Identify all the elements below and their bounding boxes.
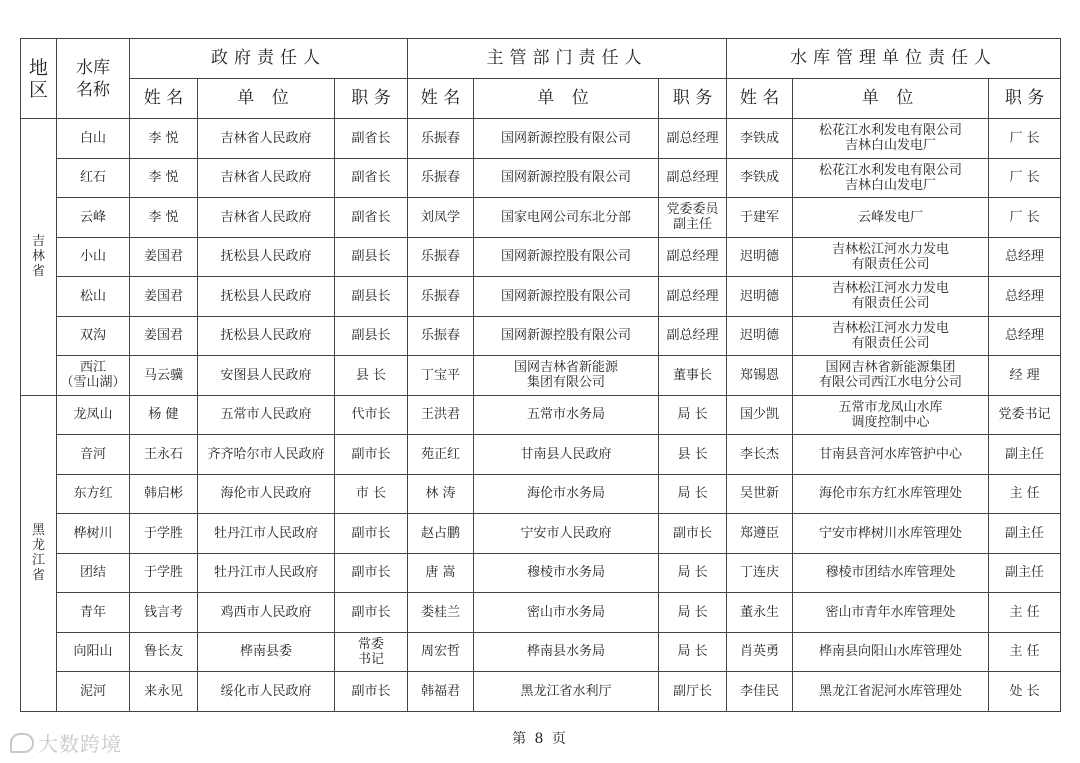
gov-person-name: 于学胜 xyxy=(130,553,198,593)
reservoir-name: 音河 xyxy=(57,435,130,475)
mgmt-person-name: 丁连庆 xyxy=(727,553,793,593)
dept-post: 县 长 xyxy=(659,435,727,475)
region-jilin: 吉 林 省 xyxy=(21,119,57,396)
gov-post: 副省长 xyxy=(335,119,408,159)
responsibility-table xyxy=(20,38,1061,712)
dept-person-name: 丁宝平 xyxy=(408,356,474,396)
mgmt-post: 厂 长 xyxy=(989,119,1061,159)
mgmt-unit: 五常市龙凤山水库 调度控制中心 xyxy=(793,395,989,435)
gov-unit: 牡丹江市人民政府 xyxy=(198,553,335,593)
table-row xyxy=(21,593,1061,633)
gov-post: 常委 书记 xyxy=(335,632,408,672)
mgmt-post: 总经理 xyxy=(989,277,1061,317)
reservoir-name: 泥河 xyxy=(57,672,130,712)
mgmt-post: 主 任 xyxy=(989,593,1061,633)
mgmt-unit: 宁安市桦树川水库管理处 xyxy=(793,514,989,554)
mgmt-person-name: 李铁成 xyxy=(727,119,793,159)
dept-unit: 黑龙江省水利厅 xyxy=(474,672,659,712)
dept-person-name: 韩福君 xyxy=(408,672,474,712)
gov-post: 副市长 xyxy=(335,553,408,593)
gov-unit: 吉林省人民政府 xyxy=(198,198,335,238)
gov-post: 副省长 xyxy=(335,198,408,238)
table-row xyxy=(21,395,1061,435)
gov-person-name: 钱言考 xyxy=(130,593,198,633)
dept-unit: 国家电网公司东北分部 xyxy=(474,198,659,238)
gov-post: 副市长 xyxy=(335,672,408,712)
mgmt-person-name: 肖英勇 xyxy=(727,632,793,672)
dept-unit: 国网新源控股有限公司 xyxy=(474,237,659,277)
mgmt-post: 副主任 xyxy=(989,553,1061,593)
header-reservoir-line: 水库 xyxy=(76,57,110,78)
dept-post: 局 长 xyxy=(659,395,727,435)
gov-unit: 鸡西市人民政府 xyxy=(198,593,335,633)
mgmt-person-name: 董永生 xyxy=(727,593,793,633)
mgmt-unit: 桦南县向阳山水库管理处 xyxy=(793,632,989,672)
header-reservoir-line: 名称 xyxy=(76,79,110,100)
dept-person-name: 周宏哲 xyxy=(408,632,474,672)
dept-unit: 国网新源控股有限公司 xyxy=(474,119,659,159)
gov-person-name: 李 悦 xyxy=(130,198,198,238)
gov-unit: 绥化市人民政府 xyxy=(198,672,335,712)
dept-post: 党委委员 副主任 xyxy=(659,198,727,238)
mgmt-person-name: 郑锡恩 xyxy=(727,356,793,396)
dept-post: 局 长 xyxy=(659,553,727,593)
header-gov-unit: 单 位 xyxy=(198,79,335,119)
mgmt-person-name: 李佳民 xyxy=(727,672,793,712)
header-mgmt-post: 职 务 xyxy=(989,79,1061,119)
dept-person-name: 苑正红 xyxy=(408,435,474,475)
header-dept: 主管部门责任人 xyxy=(408,39,727,79)
dept-post: 副总经理 xyxy=(659,316,727,356)
mgmt-unit: 松花江水利发电有限公司 吉林白山发电厂 xyxy=(793,158,989,198)
mgmt-unit: 松花江水利发电有限公司 吉林白山发电厂 xyxy=(793,119,989,159)
mgmt-unit: 密山市青年水库管理处 xyxy=(793,593,989,633)
dept-post: 副总经理 xyxy=(659,119,727,159)
mgmt-person-name: 国少凯 xyxy=(727,395,793,435)
gov-post: 副市长 xyxy=(335,593,408,633)
gov-post: 副县长 xyxy=(335,277,408,317)
gov-person-name: 于学胜 xyxy=(130,514,198,554)
mgmt-person-name: 迟明德 xyxy=(727,316,793,356)
reservoir-name: 东方红 xyxy=(57,474,130,514)
dept-unit: 海伦市水务局 xyxy=(474,474,659,514)
table-row xyxy=(21,277,1061,317)
dept-person-name: 林 涛 xyxy=(408,474,474,514)
mgmt-post: 副主任 xyxy=(989,514,1061,554)
header-mgmt-unit: 单 位 xyxy=(793,79,989,119)
gov-post: 代市长 xyxy=(335,395,408,435)
reservoir-name: 白山 xyxy=(57,119,130,159)
gov-person-name: 王永石 xyxy=(130,435,198,475)
header-gov: 政府责任人 xyxy=(130,39,408,79)
mgmt-post: 总经理 xyxy=(989,316,1061,356)
gov-unit: 吉林省人民政府 xyxy=(198,158,335,198)
reservoir-name: 团结 xyxy=(57,553,130,593)
gov-person-name: 来永见 xyxy=(130,672,198,712)
mgmt-post: 总经理 xyxy=(989,237,1061,277)
mgmt-unit: 穆棱市团结水库管理处 xyxy=(793,553,989,593)
reservoir-name: 松山 xyxy=(57,277,130,317)
dept-post: 局 长 xyxy=(659,632,727,672)
mgmt-person-name: 于建军 xyxy=(727,198,793,238)
reservoir-name: 小山 xyxy=(57,237,130,277)
dept-person-name: 赵占鹏 xyxy=(408,514,474,554)
gov-post: 县 长 xyxy=(335,356,408,396)
header-region-char: 地 xyxy=(28,56,48,79)
table-row xyxy=(21,672,1061,712)
reservoir-name: 西江 （雪山湖） xyxy=(57,356,130,396)
dept-unit: 穆棱市水务局 xyxy=(474,553,659,593)
dept-unit: 国网吉林省新能源 集团有限公司 xyxy=(474,356,659,396)
header-dept-unit: 单 位 xyxy=(474,79,659,119)
reservoir-name: 云峰 xyxy=(57,198,130,238)
gov-person-name: 姜国君 xyxy=(130,277,198,317)
dept-person-name: 乐振春 xyxy=(408,277,474,317)
header-mgmt: 水库管理单位责任人 xyxy=(727,39,1061,79)
gov-person-name: 姜国君 xyxy=(130,237,198,277)
gov-person-name: 姜国君 xyxy=(130,316,198,356)
reservoir-name: 青年 xyxy=(57,593,130,633)
dept-unit: 甘南县人民政府 xyxy=(474,435,659,475)
dept-person-name: 刘凤学 xyxy=(408,198,474,238)
dept-unit: 国网新源控股有限公司 xyxy=(474,277,659,317)
gov-post: 副市长 xyxy=(335,514,408,554)
mgmt-person-name: 李铁成 xyxy=(727,158,793,198)
gov-unit: 抚松县人民政府 xyxy=(198,277,335,317)
table-row xyxy=(21,553,1061,593)
gov-person-name: 鲁长友 xyxy=(130,632,198,672)
dept-post: 副总经理 xyxy=(659,158,727,198)
table-row xyxy=(21,119,1061,159)
dept-person-name: 唐 嵩 xyxy=(408,553,474,593)
gov-unit: 五常市人民政府 xyxy=(198,395,335,435)
dept-post: 局 长 xyxy=(659,474,727,514)
gov-person-name: 马云骥 xyxy=(130,356,198,396)
dept-post: 副厅长 xyxy=(659,672,727,712)
mgmt-unit: 吉林松江河水力发电 有限责任公司 xyxy=(793,316,989,356)
header-dept-post: 职 务 xyxy=(659,79,727,119)
reservoir-name: 龙凤山 xyxy=(57,395,130,435)
header-mgmt-name: 姓 名 xyxy=(727,79,793,119)
mgmt-post: 经 理 xyxy=(989,356,1061,396)
gov-unit: 安图县人民政府 xyxy=(198,356,335,396)
dept-unit: 国网新源控股有限公司 xyxy=(474,158,659,198)
dept-person-name: 乐振春 xyxy=(408,237,474,277)
mgmt-unit: 海伦市东方红水库管理处 xyxy=(793,474,989,514)
header-row-sub xyxy=(21,79,1061,119)
gov-post: 副县长 xyxy=(335,316,408,356)
dept-unit: 国网新源控股有限公司 xyxy=(474,316,659,356)
table-row xyxy=(21,198,1061,238)
table-row xyxy=(21,632,1061,672)
gov-person-name: 李 悦 xyxy=(130,158,198,198)
dept-post: 董事长 xyxy=(659,356,727,396)
gov-unit: 吉林省人民政府 xyxy=(198,119,335,159)
dept-person-name: 乐振春 xyxy=(408,158,474,198)
dept-post: 副总经理 xyxy=(659,237,727,277)
mgmt-person-name: 李长杰 xyxy=(727,435,793,475)
gov-unit: 牡丹江市人民政府 xyxy=(198,514,335,554)
mgmt-post: 主 任 xyxy=(989,474,1061,514)
mgmt-unit: 黑龙江省泥河水库管理处 xyxy=(793,672,989,712)
mgmt-person-name: 迟明德 xyxy=(727,237,793,277)
mgmt-post: 处 长 xyxy=(989,672,1061,712)
gov-unit: 海伦市人民政府 xyxy=(198,474,335,514)
gov-unit: 桦南县委 xyxy=(198,632,335,672)
gov-post: 副县长 xyxy=(335,237,408,277)
gov-post: 市 长 xyxy=(335,474,408,514)
table-row xyxy=(21,514,1061,554)
dept-person-name: 王洪君 xyxy=(408,395,474,435)
mgmt-post: 主 任 xyxy=(989,632,1061,672)
dept-post: 副市长 xyxy=(659,514,727,554)
mgmt-unit: 国网吉林省新能源集团 有限公司西江水电分公司 xyxy=(793,356,989,396)
gov-unit: 抚松县人民政府 xyxy=(198,237,335,277)
gov-person-name: 杨 健 xyxy=(130,395,198,435)
mgmt-person-name: 郑遵臣 xyxy=(727,514,793,554)
mgmt-unit: 吉林松江河水力发电 有限责任公司 xyxy=(793,277,989,317)
dept-unit: 桦南县水务局 xyxy=(474,632,659,672)
table-row xyxy=(21,474,1061,514)
header-region-char: 区 xyxy=(28,78,48,101)
gov-unit: 齐齐哈尔市人民政府 xyxy=(198,435,335,475)
watermark-text: 大数跨境 xyxy=(38,732,122,756)
gov-person-name: 李 悦 xyxy=(130,119,198,159)
mgmt-person-name: 吴世新 xyxy=(727,474,793,514)
reservoir-name: 桦树川 xyxy=(57,514,130,554)
mgmt-person-name: 迟明德 xyxy=(727,277,793,317)
header-gov-post: 职 务 xyxy=(335,79,408,119)
mgmt-post: 党委书记 xyxy=(989,395,1061,435)
gov-person-name: 韩启彬 xyxy=(130,474,198,514)
gov-post: 副省长 xyxy=(335,158,408,198)
table-row xyxy=(21,316,1061,356)
reservoir-name: 双沟 xyxy=(57,316,130,356)
dept-unit: 宁安市人民政府 xyxy=(474,514,659,554)
table-row xyxy=(21,356,1061,396)
dept-unit: 密山市水务局 xyxy=(474,593,659,633)
header-row-top xyxy=(21,39,1061,79)
reservoir-name: 红石 xyxy=(57,158,130,198)
dept-person-name: 乐振春 xyxy=(408,316,474,356)
dept-person-name: 乐振春 xyxy=(408,119,474,159)
header-reservoir xyxy=(57,39,130,119)
region-heilongjiang: 黑 龙 江 省 xyxy=(21,395,57,711)
mgmt-post: 厂 长 xyxy=(989,158,1061,198)
gov-post: 副市长 xyxy=(335,435,408,475)
dept-unit: 五常市水务局 xyxy=(474,395,659,435)
header-dept-name: 姓 名 xyxy=(408,79,474,119)
reservoir-name: 向阳山 xyxy=(57,632,130,672)
dept-post: 局 长 xyxy=(659,593,727,633)
table-row xyxy=(21,158,1061,198)
mgmt-unit: 吉林松江河水力发电 有限责任公司 xyxy=(793,237,989,277)
mgmt-post: 副主任 xyxy=(989,435,1061,475)
mgmt-unit: 云峰发电厂 xyxy=(793,198,989,238)
mgmt-post: 厂 长 xyxy=(989,198,1061,238)
table-row xyxy=(21,237,1061,277)
table-row xyxy=(21,435,1061,475)
mgmt-unit: 甘南县音河水库管护中心 xyxy=(793,435,989,475)
header-region xyxy=(21,39,57,119)
header-gov-name: 姓 名 xyxy=(130,79,198,119)
page-number: 第 8 页 xyxy=(512,731,568,747)
gov-unit: 抚松县人民政府 xyxy=(198,316,335,356)
dept-person-name: 娄桂兰 xyxy=(408,593,474,633)
dept-post: 副总经理 xyxy=(659,277,727,317)
